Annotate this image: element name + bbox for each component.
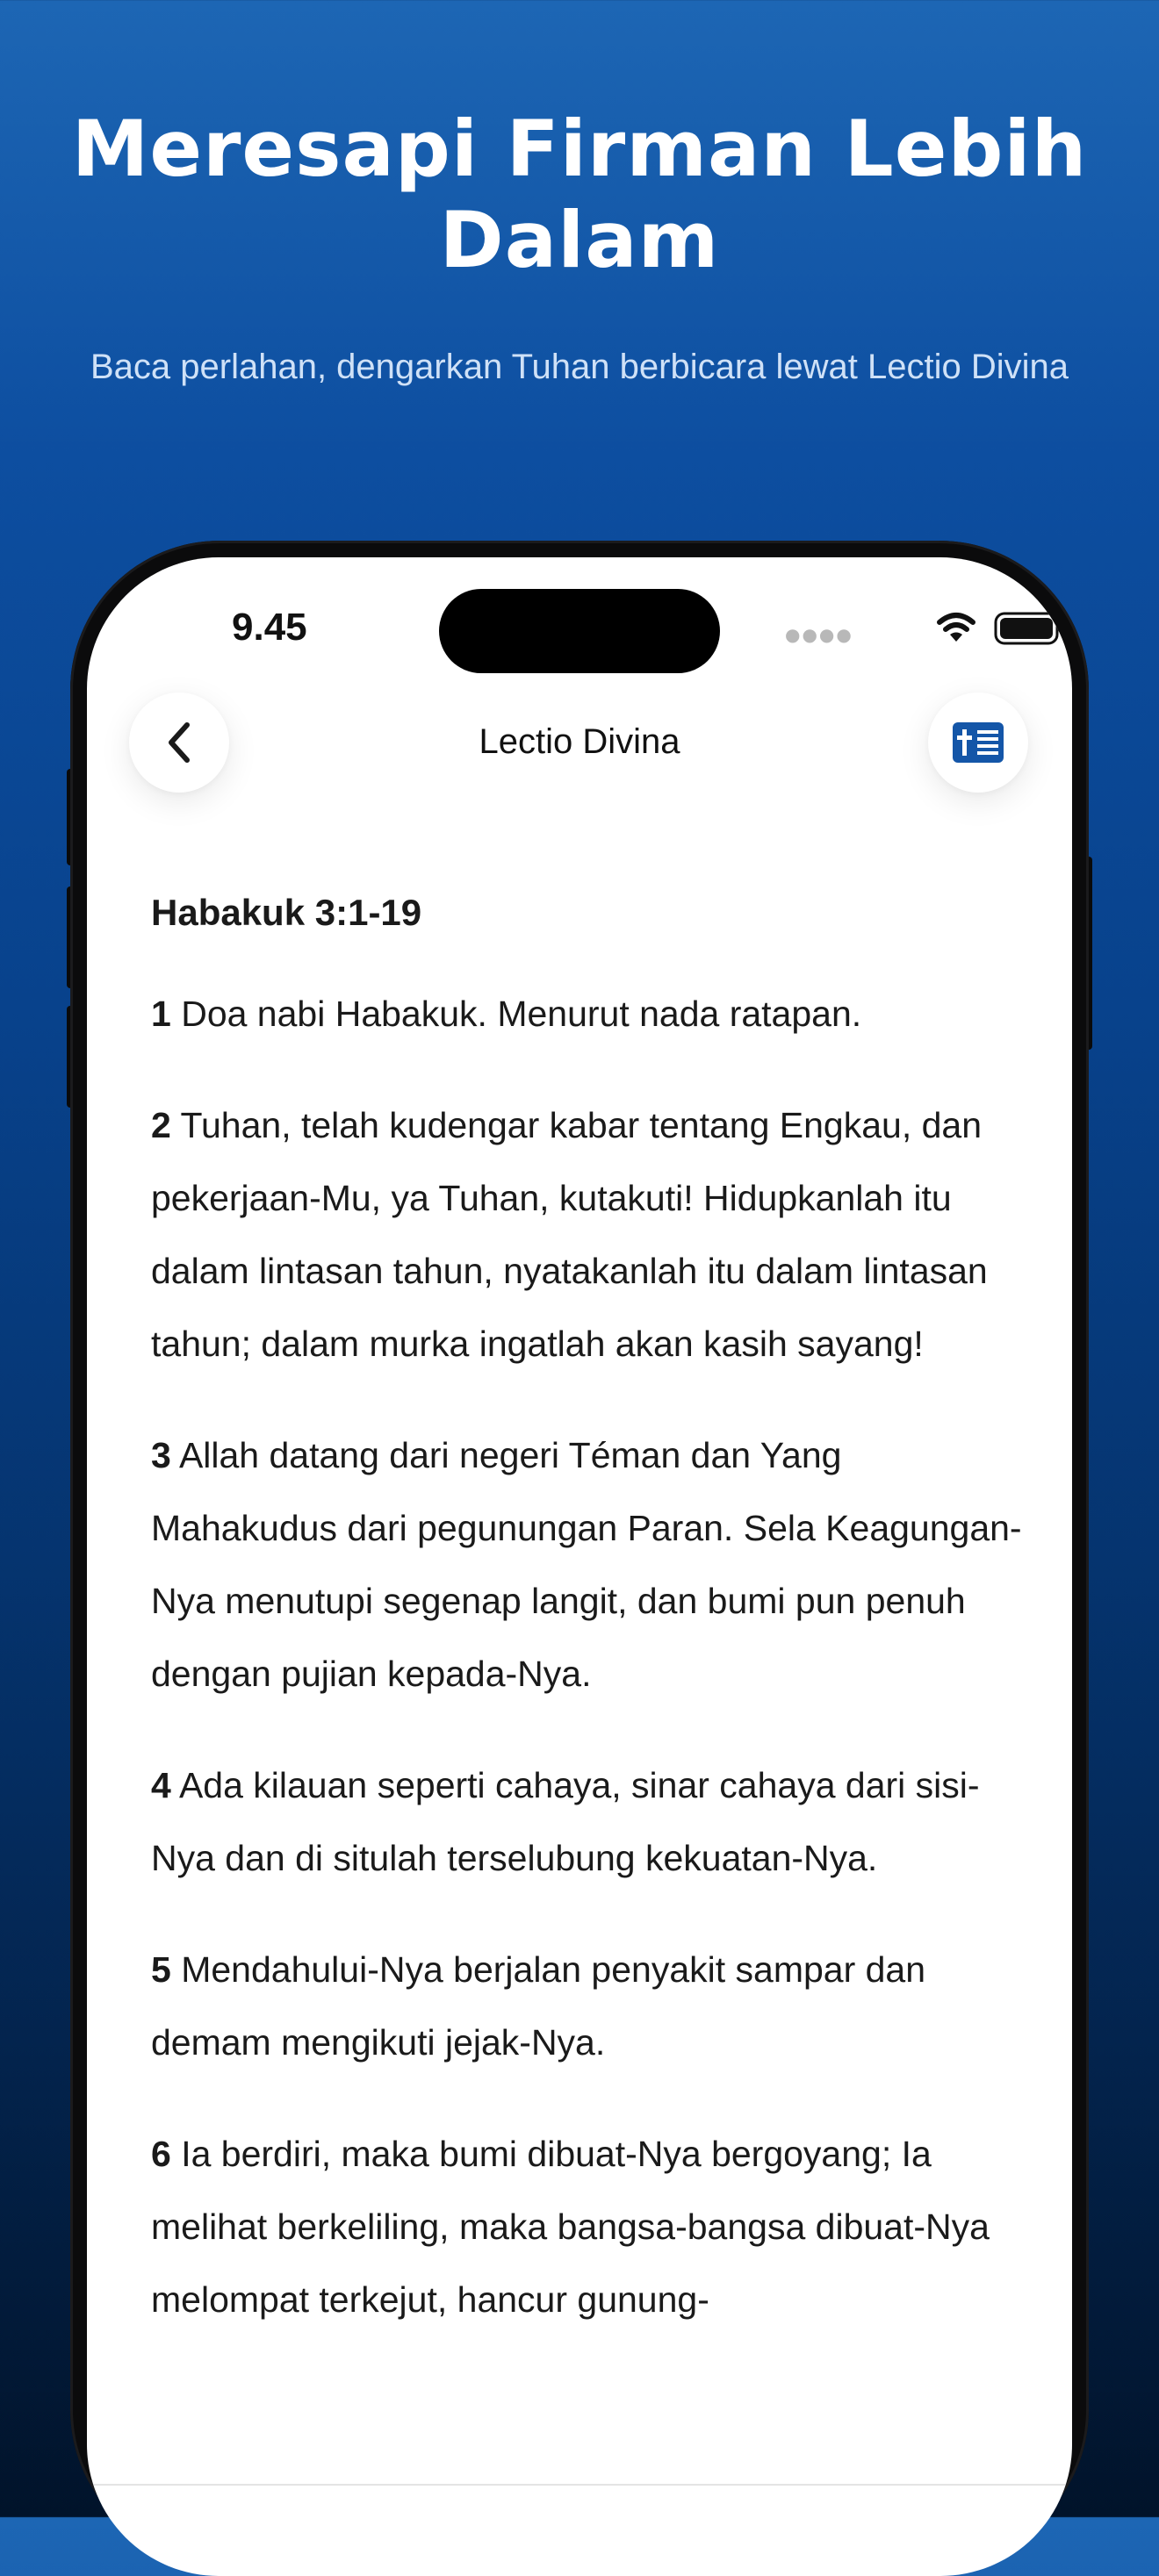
verse-text: Mendahului-Nya berjalan penyakit sampar dan demam mengikuti jejak-Nya. (151, 1949, 926, 2063)
verse-number: 5 (151, 1949, 171, 1990)
verse-number: 4 (151, 1765, 171, 1805)
verse-number: 2 (151, 1105, 171, 1145)
verse-6 (151, 2118, 1029, 2336)
passage-content (151, 886, 1029, 2375)
verse-number: 3 (151, 1435, 171, 1475)
battery-icon (994, 612, 1066, 645)
verse-text: Ada kilauan seperti cahaya, sinar cahaya dari sisi-Nya dan di situlah terselubung kekuatan-Nya. (151, 1765, 980, 1878)
page-title: Lectio Divina (479, 722, 680, 761)
promo-subheadline: Baca perlahan, dengarkan Tuhan berbicara lewat Lectio Divina (90, 348, 1069, 386)
reader-mode-button[interactable] (928, 692, 1028, 793)
verse-3 (151, 1419, 1029, 1711)
verse-number: 1 (151, 994, 171, 1034)
phone-screen (87, 557, 1072, 2576)
verse-5 (151, 1934, 1029, 2079)
chevron-left-icon (161, 721, 198, 764)
status-icons (785, 608, 996, 647)
verse-2 (151, 1089, 1029, 1381)
dynamic-island (439, 589, 720, 673)
passage-reference: Habakuk 3:1-19 (151, 892, 422, 933)
verse-text: Doa nabi Habakuk. Menurut nada ratapan. (170, 994, 862, 1034)
bible-reader-icon (953, 722, 1004, 763)
verse-number: 6 (151, 2134, 171, 2174)
navigation-bar (87, 689, 1072, 794)
verse-text: Ia berdiri, maka bumi dibuat-Nya bergoyang; Ia melihat berkeliling, maka bangsa-bangsa dibuat-Nya melompat terkejut, hancur gunung- (151, 2134, 990, 2320)
verse-text: Allah datang dari negeri Téman dan Yang Mahakudus dari pegunungan Paran. Sela Keagungan-Nya menutupi segenap langit, dan bumi pun penuh dengan pujian kepada-Nya. (151, 1435, 1022, 1694)
wifi-icon (936, 612, 976, 643)
cellular-signal-icon: ●●●● (785, 624, 853, 645)
verse-4 (151, 1749, 1029, 1895)
verse-1 (151, 978, 1029, 1051)
bottom-divider (87, 2484, 1072, 2486)
verse-text: Tuhan, telah kudengar kabar tentang Engkau, dan pekerjaan-Mu, ya Tuhan, kutakuti! Hidupkanlah itu dalam lintasan tahun, nyatakanlah itu dalam lintasan tahun; dalam murka ingatlah akan kasih sayang! (151, 1105, 988, 1364)
status-time: 9.45 (232, 606, 307, 649)
back-button[interactable] (129, 692, 229, 793)
promo-headline: Meresapi Firman Lebih Dalam (71, 104, 1088, 285)
